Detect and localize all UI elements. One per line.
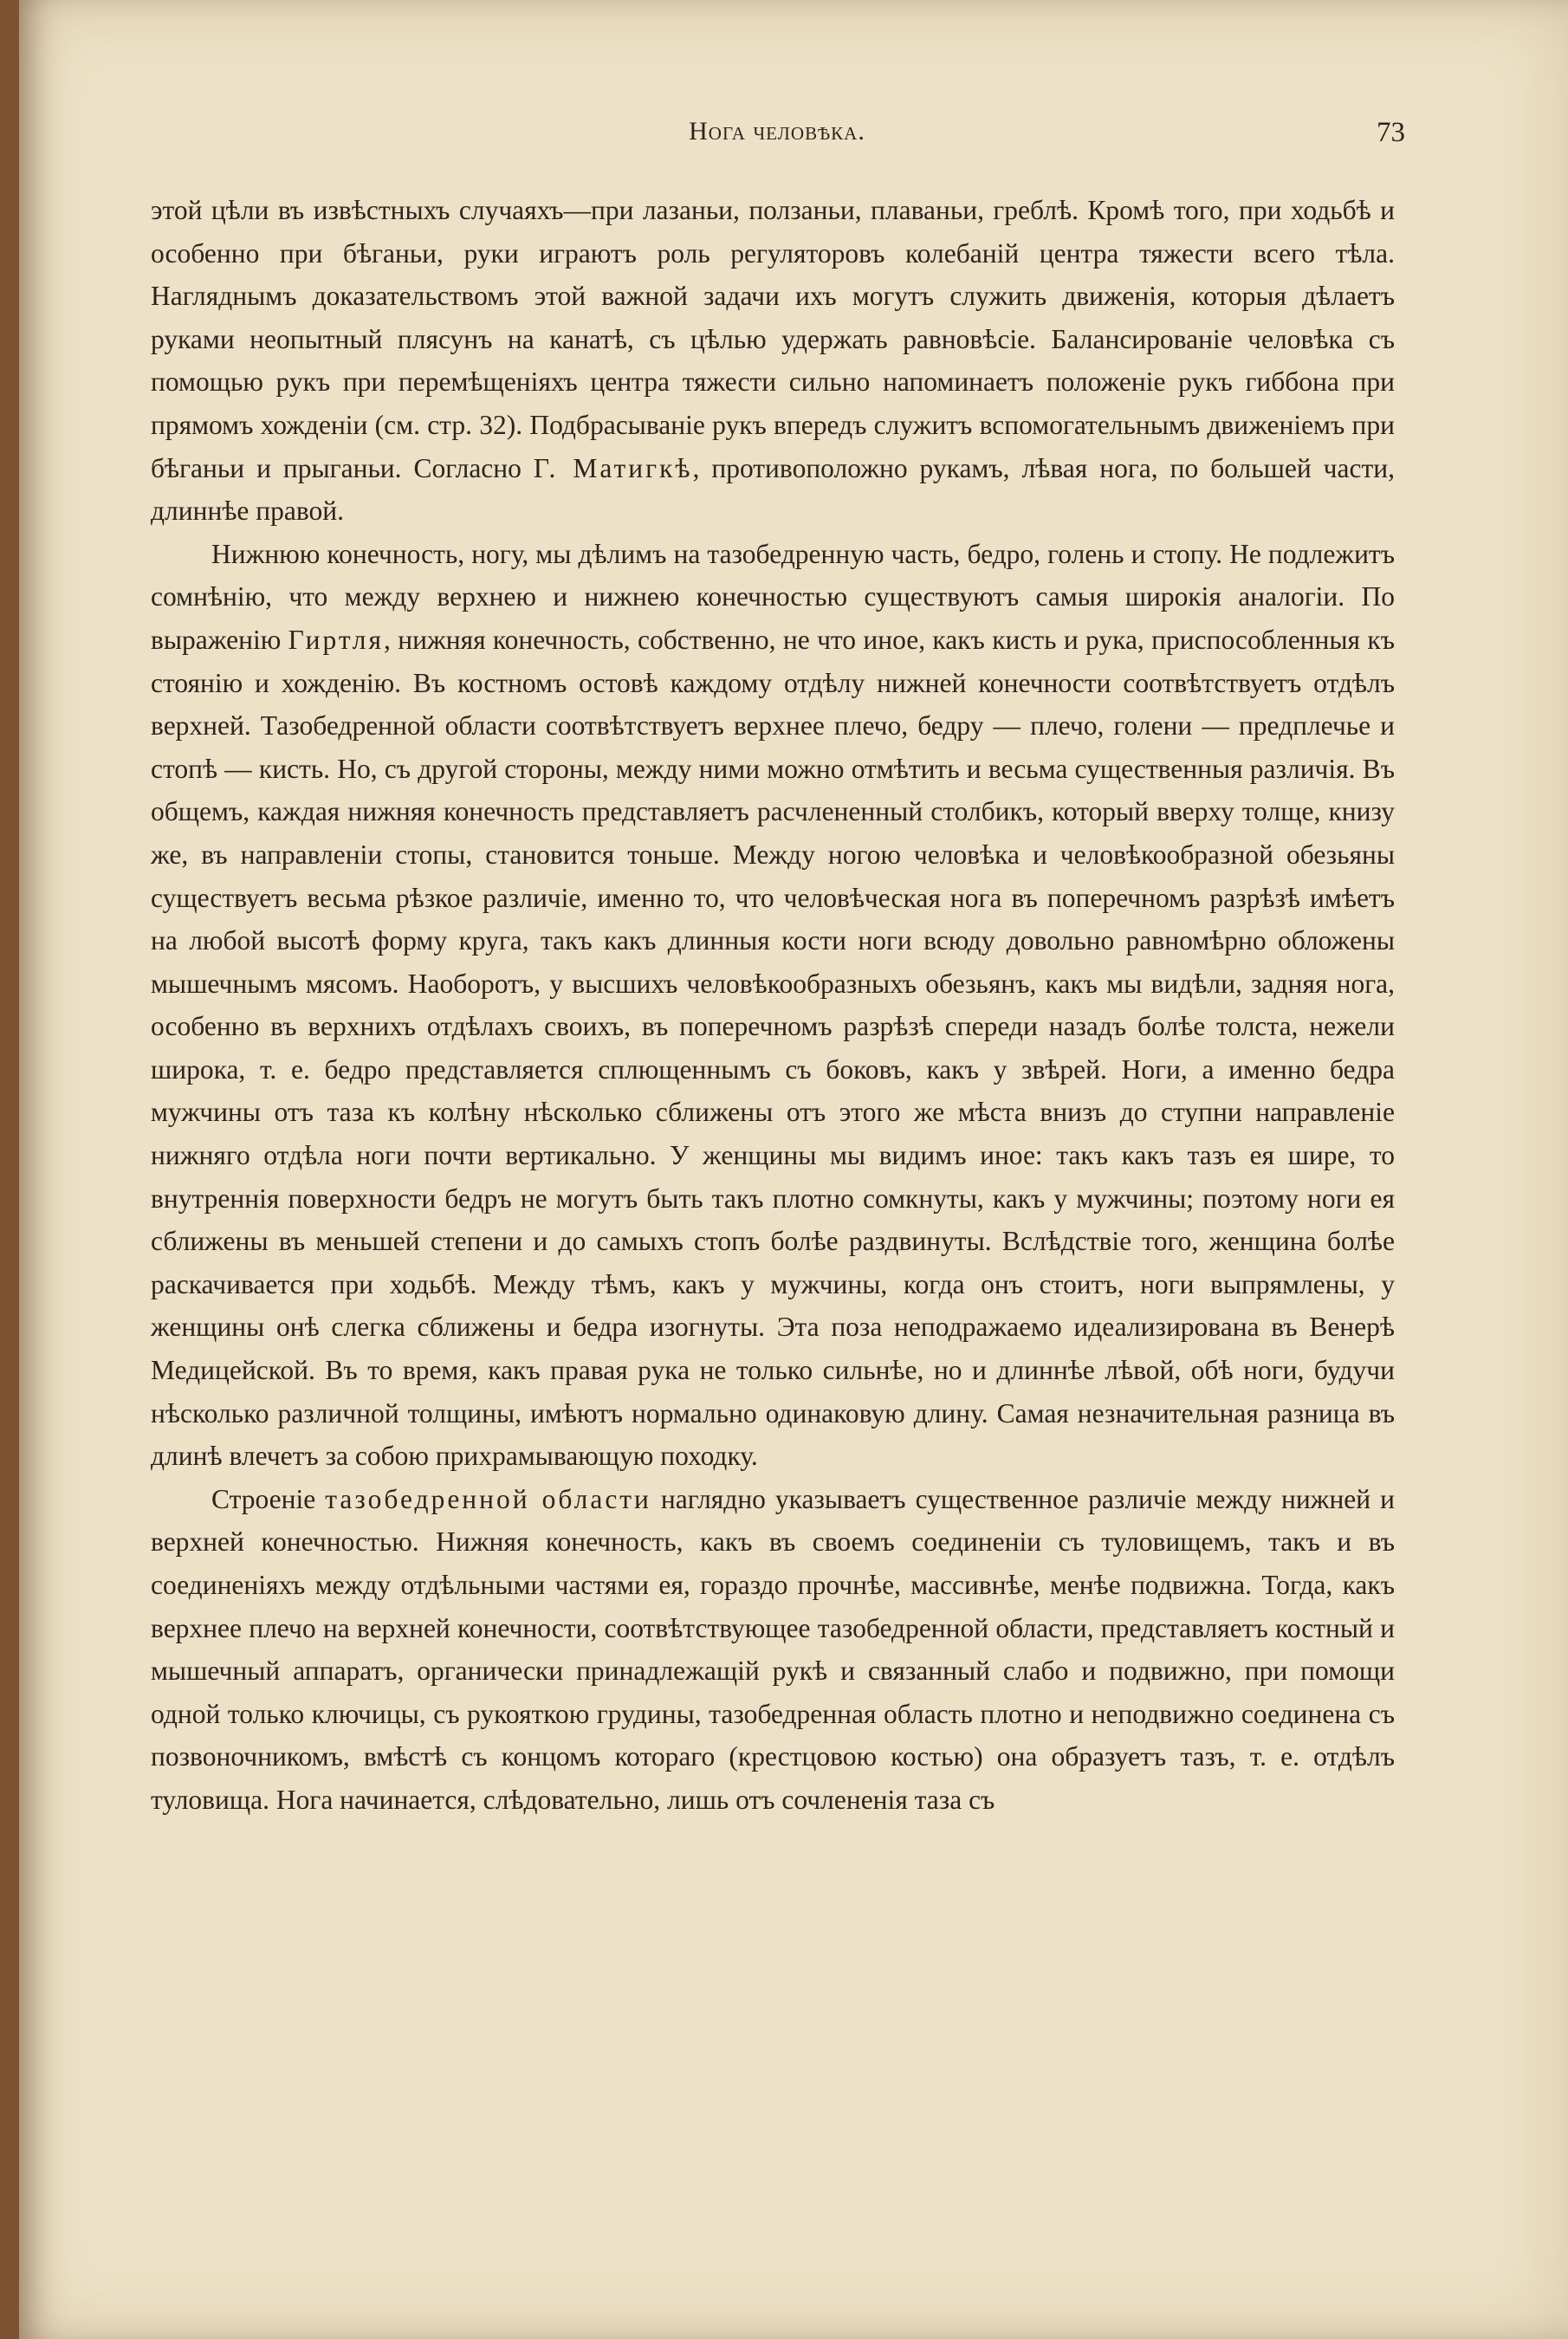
emphasized-term: тазобедренной области — [325, 1483, 651, 1514]
running-title: Нога человѣка. — [689, 117, 865, 146]
text-segment: , противоположно рукамъ, лѣвая нога, по большей части, длиннѣе правой. — [151, 452, 1395, 527]
body-text — [151, 189, 1395, 1822]
text-segment: Нижнюю конечность, ногу, мы дѣлимъ на тазобедренную часть, бедро, голень и стопу. Не подлежитъ сомнѣнію, что между верхнею и нижнею конечностью существуютъ самыя широкія аналогіи. По выраженію — [151, 538, 1395, 655]
text-segment: наглядно указываетъ существенное различіе между нижней и верхней конечностью. Нижняя конечность, какъ въ своемъ соединеніи съ туловищемъ, такъ и въ соединеніяхъ между отдѣльными частями ея, гораздо прочнѣе, массивнѣе, менѣе подвижна. Тогда, какъ верхнее плечо на верхней конечности, соотвѣтствующее тазобедренной области, представляетъ костный и мышечный аппаратъ, органически принадлежащій рукѣ и связанный слабо и подвижно, при помощи одной только ключицы, съ рукояткою грудины, тазобедренная область плотно и неподвижно соединена съ позвоночникомъ, вмѣстѣ съ концомъ котораго (крестцовою костью) она образуетъ тазъ, т. е. отдѣлъ туловища. Нога начинается, слѣдовательно, лишь отъ сочлененія таза съ — [151, 1483, 1395, 1815]
paragraph — [151, 189, 1395, 533]
text-segment: , нижняя конечность, собственно, не что иное, какъ кисть и рука, приспособленныя къ стоянію и хожденію. Въ костномъ остовѣ каждому отдѣлу нижней конечности соотвѣтствуетъ отдѣлъ верхней. Тазобедренной области соотвѣтствуетъ верхнее плечо, бедру — плечо, голени — предплечье и стопѣ — кисть. Но, съ другой стороны, между ними можно отмѣтить и весьма существенныя различія. Въ общемъ, каждая нижняя конечность представляетъ расчлененный столбикъ, который вверху толще, книзу же, въ направленіи стопы, становится тоньше. Между ногою человѣка и человѣкообразной обезьяны существуетъ весьма рѣзкое различіе, именно то, что человѣческая нога въ поперечномъ разрѣзѣ имѣетъ на любой высотѣ форму круга, такъ какъ длинныя кости ноги всюду довольно равномѣрно обложены мышечнымъ мясомъ. Наоборотъ, у высшихъ человѣкообразныхъ обезьянъ, какъ мы видѣли, задняя нога, особенно въ верхнихъ отдѣлахъ своихъ, въ поперечномъ разрѣзѣ спереди назадъ болѣе толста, нежели широка, т. е. бедро представляется сплющеннымъ съ боковъ, какъ у звѣрей. Ноги, а именно бедра мужчины отъ таза къ колѣну нѣсколько сближены отъ этого же мѣста внизъ до ступни направленіе нижняго отдѣла ноги почти вертикально. У женщины мы видимъ иное: такъ какъ тазъ ея шире, то внутреннія поверхности бедръ не могутъ быть такъ плотно сомкнуты, какъ у мужчины; поэтому ноги ея сближены въ меньшей степени и до самыхъ стопъ болѣе раздвинуты. Вслѣдствіе того, женщина болѣе раскачивается при ходьбѣ. Между тѣмъ, какъ у мужчины, когда онъ стоитъ, ноги выпрямлены, у женщины онѣ слегка сближены и бедра изогнуты. Эта поза неподражаемо идеализирована въ Венерѣ Медицейской. Въ то время, какъ правая рука не только сильнѣе, но и длиннѣе лѣвой, обѣ ноги, будучи нѣсколько различной толщины, имѣютъ нормально одинаковую длину. Самая незначительная разница въ длинѣ влечетъ за собою прихрамывающую походку. — [151, 624, 1395, 1472]
text-segment: Строеніе — [211, 1483, 326, 1514]
paragraph — [151, 533, 1395, 1478]
page-number: 73 — [1377, 117, 1405, 148]
paragraph — [151, 1478, 1395, 1822]
page-header — [149, 117, 1405, 160]
emphasized-name: Г. Матигкѣ — [533, 452, 693, 483]
emphasized-name: Гиртля — [288, 624, 385, 655]
text-segment: этой цѣли въ извѣстныхъ случаяхъ—при лазаньи, ползаньи, плаваньи, греблѣ. Кромѣ того, при ходьбѣ и особенно при бѣганьи, руки играютъ роль регуляторовъ колебаній центра тяжести всего тѣла. Нагляднымъ доказательствомъ этой важной задачи ихъ могутъ служить движенія, которыя дѣлаетъ руками неопытный плясунъ на канатѣ, съ цѣлью удержать равновѣсіе. Балансированіе человѣка съ помощью рукъ при перемѣщеніяхъ центра тяжести сильно напоминаетъ положеніе рукъ гиббона при прямомъ хожденіи (см. стр. 32). Подбрасываніе рукъ впередъ служитъ вспомогательнымъ движеніемъ при бѣганьи и прыганьи. Согласно — [151, 195, 1395, 483]
book-page — [19, 0, 1568, 2339]
